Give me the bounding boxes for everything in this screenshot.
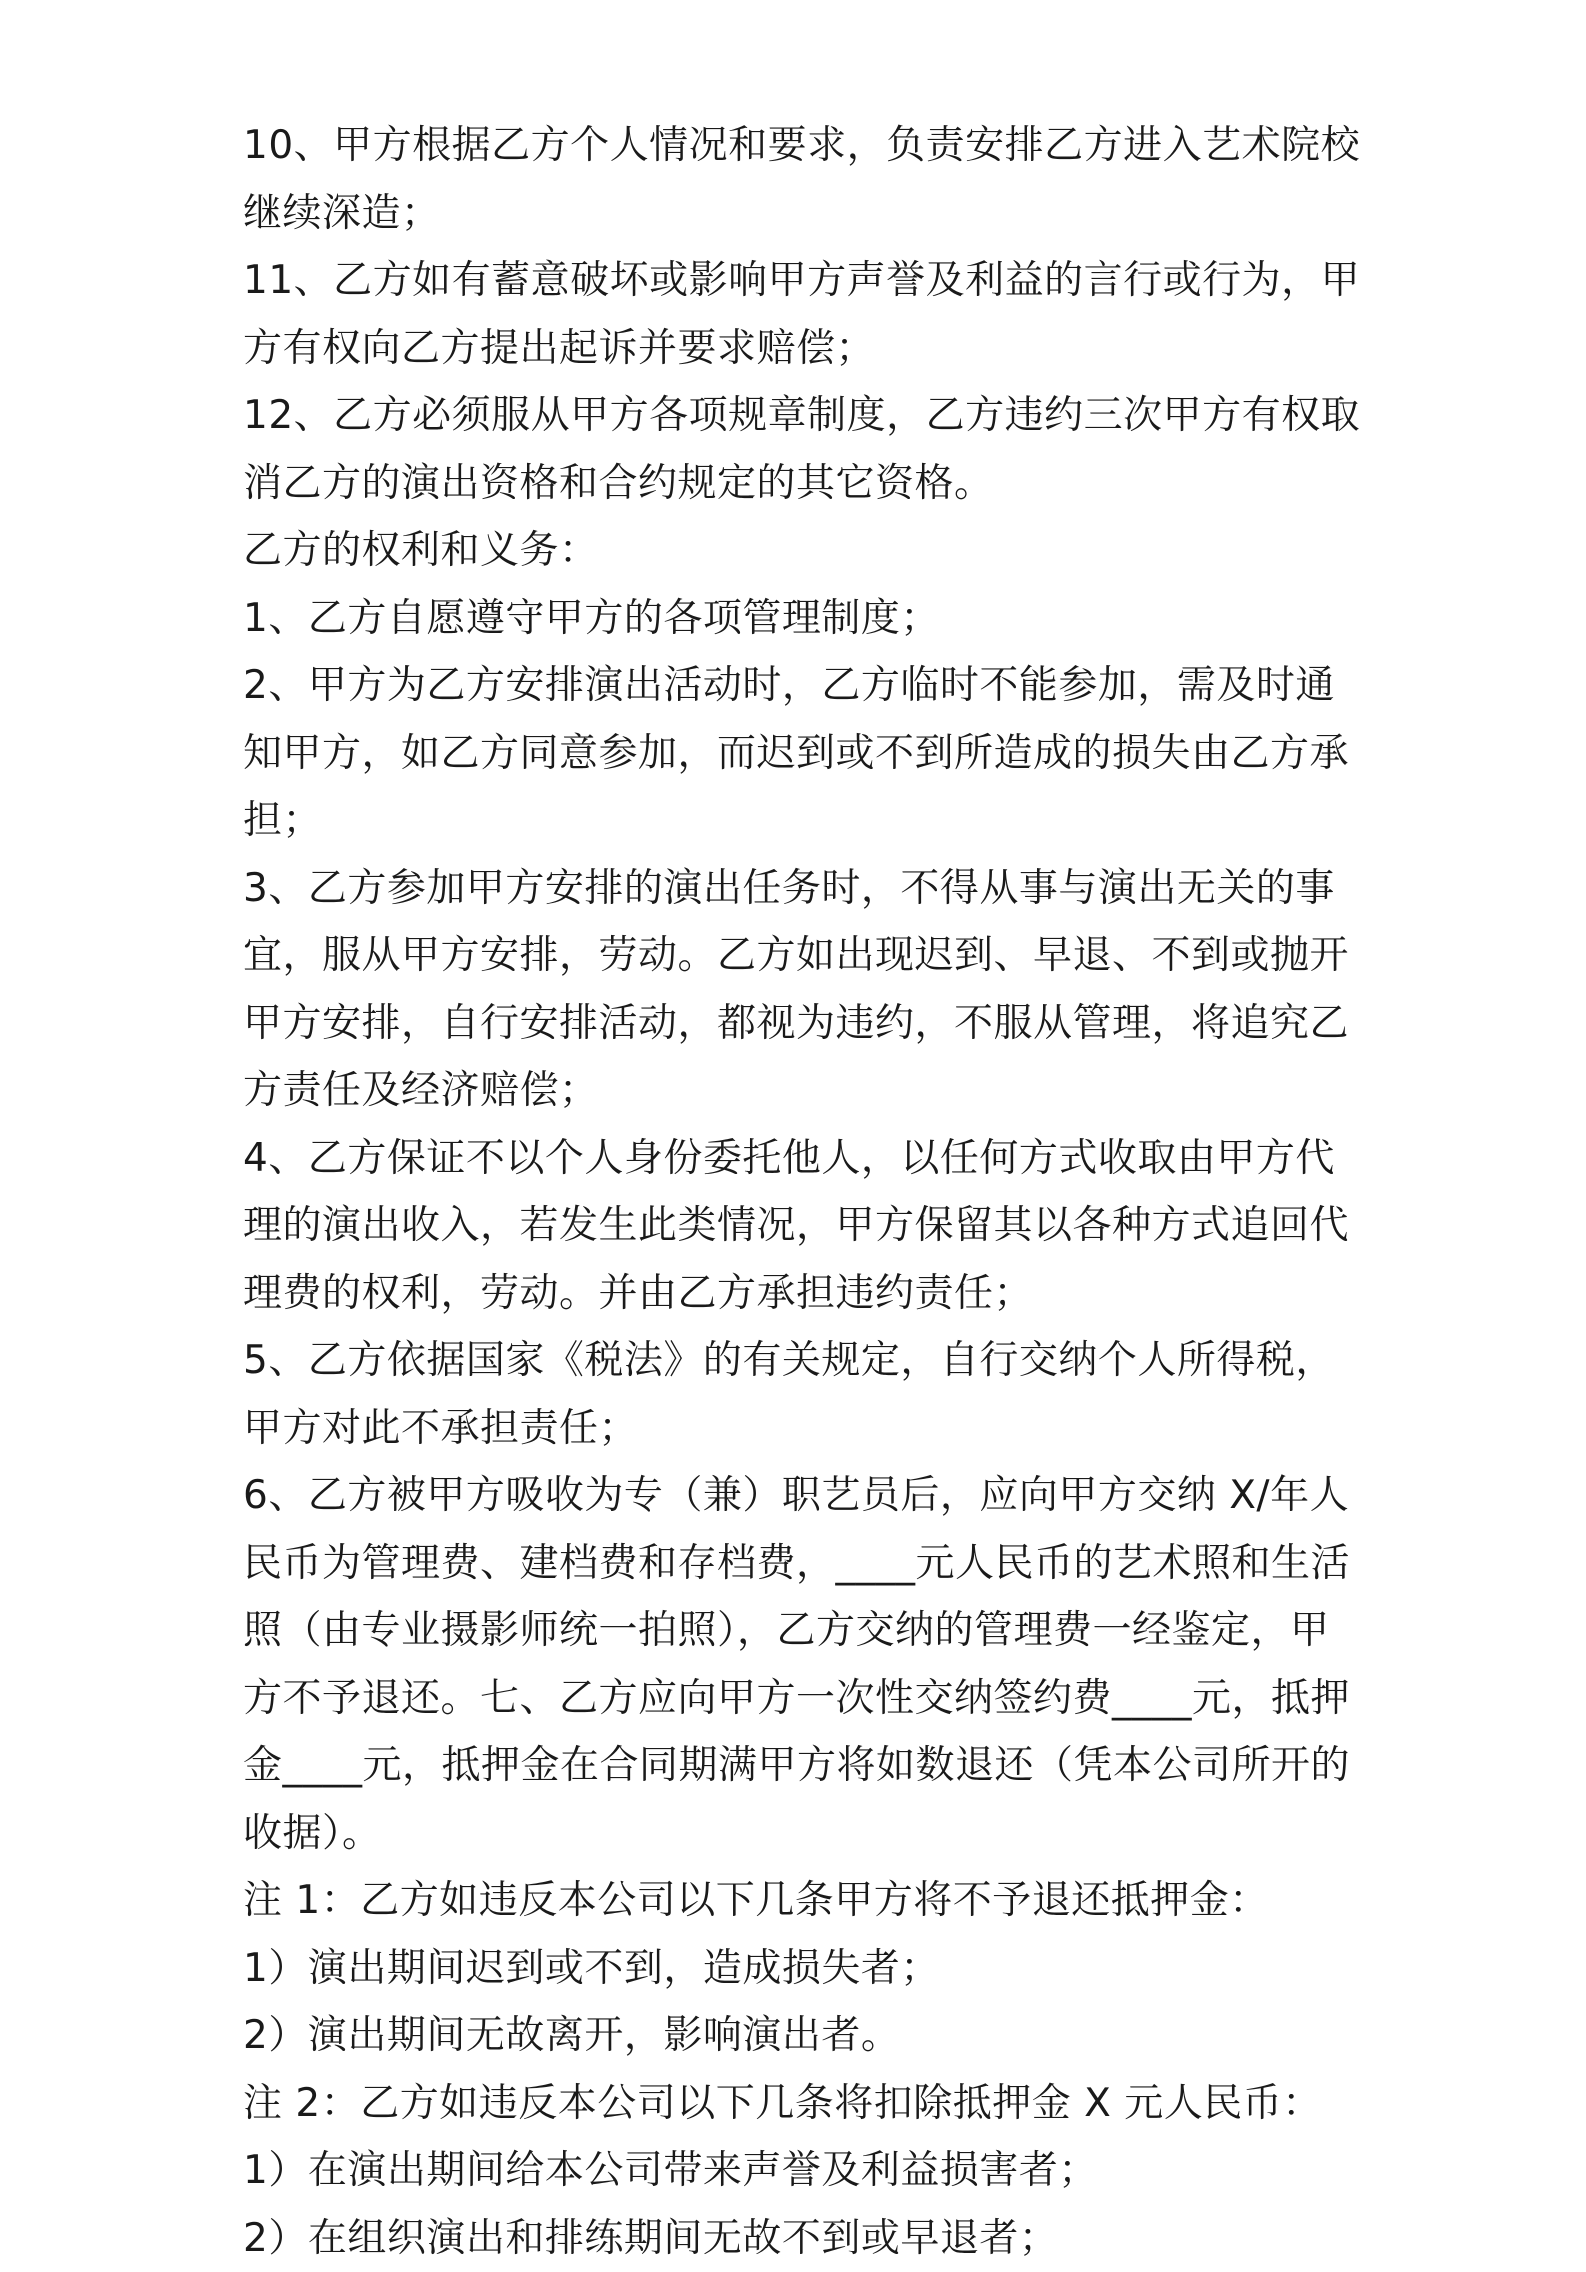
duty-5: 5、乙方依据国家《税法》的有关规定，自行交纳个人所得税，甲方对此不承担责任； (243, 1327, 1363, 1462)
note-2: 注 2：乙方如违反本公司以下几条将扣除抵押金 X 元人民币： (243, 2070, 1363, 2138)
note-2-item-1: 1）在演出期间给本公司带来声誉及利益损害者； (243, 2137, 1363, 2205)
note-1: 注 1：乙方如违反本公司以下几条甲方将不予退还抵押金： (243, 1867, 1363, 1935)
duty-3: 3、乙方参加甲方安排的演出任务时，不得从事与演出无关的事宜，服从甲方安排，劳动。乙方如出现迟到、早退、不到或抛开甲方安排，自行安排活动，都视为违约，不服从管理，将追究乙方责任及经济赔偿； (243, 855, 1363, 1125)
section-heading: 乙方的权利和义务： (243, 517, 1363, 585)
note-1-item-2: 2）演出期间无故离开，影响演出者。 (243, 2002, 1363, 2070)
note-1-item-1: 1）演出期间迟到或不到，造成损失者； (243, 1935, 1363, 2003)
clause-10: 10、甲方根据乙方个人情况和要求，负责安排乙方进入艺术院校继续深造； (243, 112, 1363, 247)
clause-11: 11、乙方如有蓄意破坏或影响甲方声誉及利益的言行或行为，甲方有权向乙方提出起诉并要求赔偿； (243, 247, 1363, 382)
duty-1: 1、乙方自愿遵守甲方的各项管理制度； (243, 585, 1363, 653)
contract-text (243, 112, 1363, 2272)
clause-12: 12、乙方必须服从甲方各项规章制度，乙方违约三次甲方有权取消乙方的演出资格和合约规定的其它资格。 (243, 382, 1363, 517)
duty-4: 4、乙方保证不以个人身份委托他人，以任何方式收取由甲方代理的演出收入，若发生此类情况，甲方保留其以各种方式追回代理费的权利，劳动。并由乙方承担违约责任； (243, 1125, 1363, 1328)
note-2-item-2: 2）在组织演出和排练期间无故不到或早退者； (243, 2205, 1363, 2272)
duty-2: 2、甲方为乙方安排演出活动时，乙方临时不能参加，需及时通知甲方，如乙方同意参加，而迟到或不到所造成的损失由乙方承担； (243, 652, 1363, 855)
duty-6: 6、乙方被甲方吸收为专（兼）职艺员后，应向甲方交纳 X/年人民币为管理费、建档费和存档费，____元人民币的艺术照和生活照（由专业摄影师统一拍照），乙方交纳的管理费一经鉴定，甲方不予退还。七、乙方应向甲方一次性交纳签约费____元，抵押金____元，抵押金在合同期满甲方将如数退还（凭本公司所开的收据）。 (243, 1462, 1363, 1867)
